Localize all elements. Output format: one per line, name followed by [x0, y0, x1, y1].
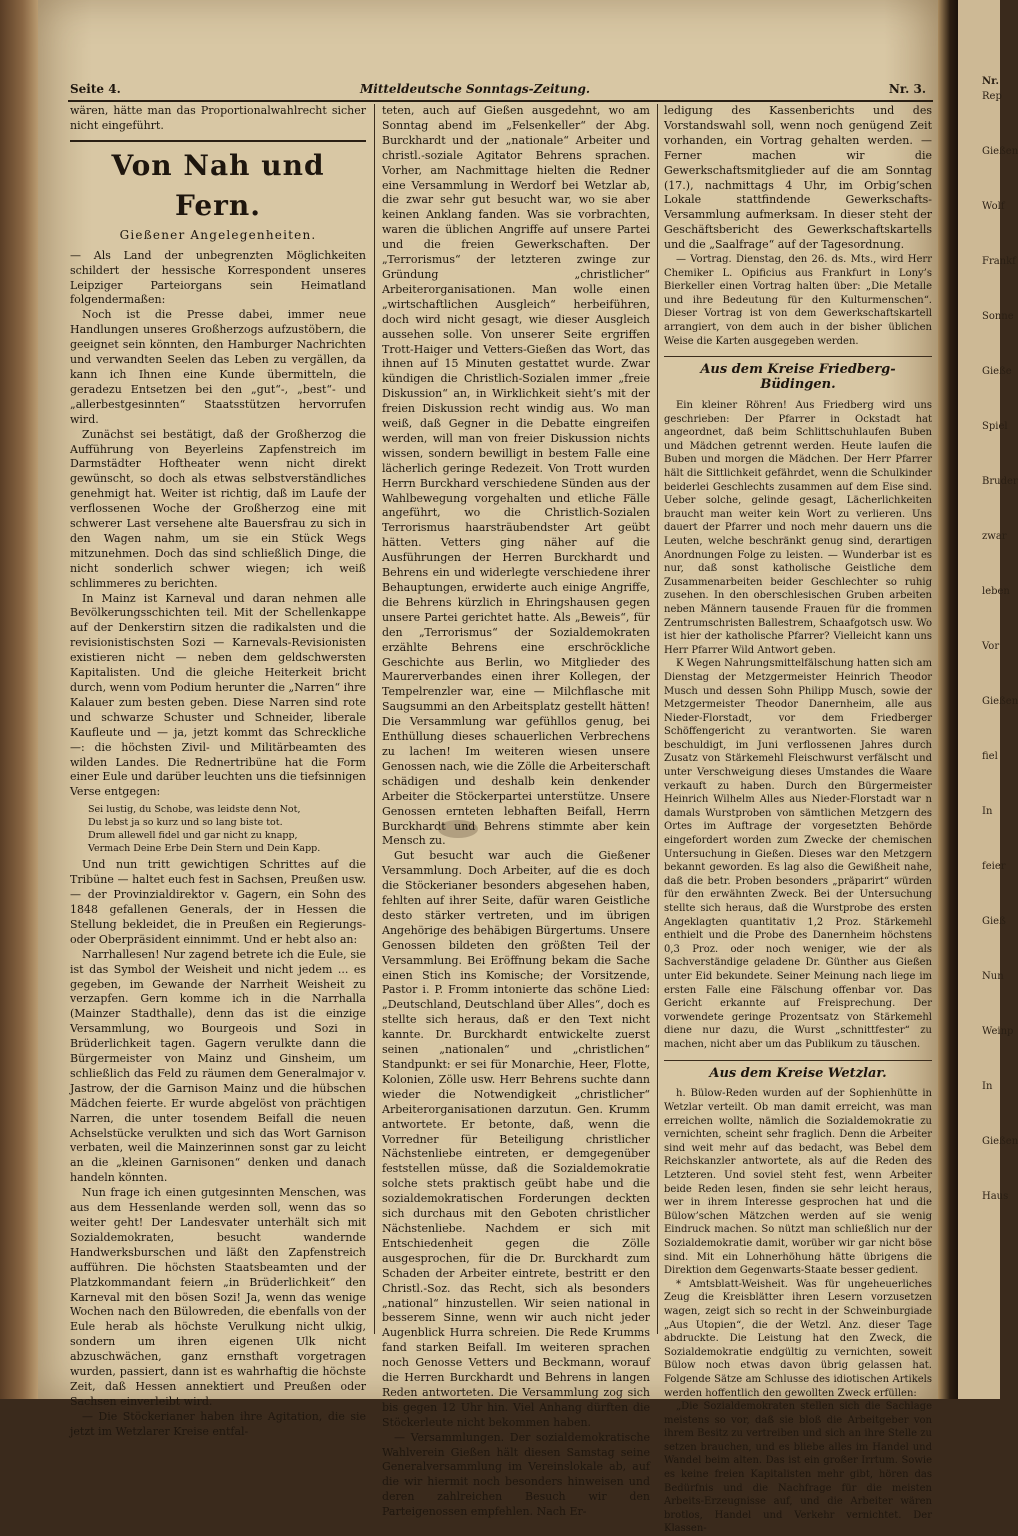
newspaper-title: Mitteldeutsche Sonntags-Zeitung. — [360, 82, 591, 96]
adjacent-line: Spiel — [982, 421, 1008, 432]
article-paragraph: Und nun tritt gewichtigen Schrittes auf die Tribüne — haltet euch fest in Sachsen, Preußen usw. — der Provinzialdirektor v. Gagern, ein Sohn des 1848 gefallenen Generals, der in Hessen die Stellung bekleidet, die in Preußen ein Regierungs- oder Oberpräsident einnimmt. Und er hebt also an: — [70, 858, 366, 946]
article-paragraph: Nun frage ich einen gutgesinnten Menschen, was aus dem Hessenlande werden soll, wenn das so weiter geht! Der Landesvater unterhält sich mit Sozialdemokraten, besucht wandernde Handwerksburschen und läßt den Zapfenstreich aufführen. Die höchsten Staatsbeamten und der Platzkommandant feiern „in Brüderlichkeit“ den Karneval mit den bösen Sozi! Ja, wenn das wenige Wochen nach den Bülowreden, die ebenfalls von der Eule herab als höchste Verulkung nicht ulkig, sondern um ihren eigenen Ulk nicht abzuschwächen, ganz ernsthaft vorgetragen wurden, passiert, dann ist es wahrhaftig die höchste Zeit, daß Hessen annektiert und Preußen oder Sachsen einverleibt wird. — [70, 1186, 366, 1408]
adjacent-page-lines — [958, 89, 1018, 1204]
adjacent-line: In — [982, 1081, 993, 1092]
verse-line: Vermach Deine Erbe Dein Stern und Dein Kapp. — [88, 843, 321, 855]
adjacent-line: Haus — [982, 1191, 1009, 1202]
verse-line: Drum allewell fidel und gar nicht zu knapp, — [88, 830, 298, 842]
column-divider-1 — [374, 104, 375, 1334]
adjacent-line: fiel — [982, 751, 998, 762]
adjacent-line: Rep — [982, 91, 1002, 102]
adjacent-line: Frankf — [982, 256, 1016, 267]
page-number: Seite 4. — [70, 82, 121, 96]
article-paragraph: In Mainz ist Karneval und daran nehmen alle Bevölkerungsschichten teil. Mit der Schellenkappe auf der Denkerstirn sitzen die radikalsten und die revisionistischsten Sozi — Karnevals-Revisionisten existieren nicht — neben dem geldschwersten Kapitalisten. Und die gleiche Heiterkeit bricht durch, wenn vom Podium herunter die „Narren“ ihre Kalauer zum besten geben. Diese Narren sind rote und schwarze Schuster und Schneider, liberale Kaufleute und — ja, jetzt kommt das Schreckliche —: die höchsten Zivil- und Militärbeamten des wilden Landes. Die Rednertribüne hat die Form einer Eule und darüber leuchten uns die tiefsinnigen Verse entgegen: — [70, 591, 366, 799]
header-rule — [68, 100, 933, 102]
article-paragraph: ledigung des Kassenberichts und des Vorstandswahl soll, wenn noch genügend Zeit vorhanden, ein Vortrag gehalten werden. — Ferner machen wir die Gewerkschaftsmitglieder auf die am Sonntag (17.), nachmittags 4 Uhr, im Orbig’schen Lokale stattfindende Gewerkschafts-Versammlung aufmerksam. In dieser steht der Geschäftsbericht des Gewerkschaftskartells und die „Saalfrage“ auf der Tagesordnung. — [664, 104, 932, 252]
article-paragraph: h. Bülow-Reden wurden auf der Sophienhütte in Wetzlar verteilt. Ob man damit erreicht, was man erreichen wollte, nämlich die Sozialdemokratie zu vernichten, scheint sehr fraglich. Denn die Arbeiter sind weit mehr auf das bedacht, was Bebel dem Reichskanzler antwortete, als auf die Reden des Letzteren. Und soviel steht fest, wenn Arbeiter beide Reden lesen, finden sie sehr leicht heraus, wer in ihrem Interesse gesprochen hat und die Bülow’schen Mätzchen werden auf sie wenig Eindruck machen. So nützt man schließlich nur der Sozialdemokratie damit, worüber wir gar nicht böse sind. Mit ein Lohnerhöhung hätte übrigens die Direktion dem Gegenwarts-Staate besser gedient. — [664, 1088, 932, 1277]
region-heading: Aus dem Kreise Friedberg-Büdingen. — [664, 356, 932, 393]
article-paragraph: * Amtsblatt-Weisheit. Was für ungeheuerliches Zeug die Kreisblätter ihren Lesern vorzusetzen wagen, zeigt sich so recht in der Schweinburgiade „Aus Utopien“, die der Wetzl. Anz. dieser Tage abdruckte. Die Leistung hat den Zweck, die Sozialdemokratie endgültig zu vernichten, soweit Bülow noch etwas davon übrig gelassen hat. Folgende Sätze am Schlusse des idiotischen Artikels werden hoffentlich den gewollten Zweck erfüllen: — [664, 1278, 932, 1399]
article-paragraph: Gut besucht war auch die Gießener Versammlung. Doch Arbeiter, auf die es doch die Stöckerianer besonders abgesehen haben, fehlten auf ihrer Seite, dafür waren Geistliche desto stärker vertreten, und im übrigen Angehörige des behäbigen Bürgertums. Unsere Genossen bildeten den größten Teil der Versammlung. Bei Eröffnung bekam die Sache einen Stich ins Komische; der Vorsitzende, Pastor i. P. Fromm intonierte das schöne Lied: „Deutschland, Deutschland über Alles“, doch es stellte sich heraus, daß er den Text nicht kannte. Dr. Burckhardt entwickelte zuerst seinen „nationalen“ und „christlichen“ Standpunkt: er sei für Monarchie, Heer, Flotte, Kolonien, Zölle usw. Herr Behrens suchte dann wieder die Notwendigkeit „christlicher“ Arbeiterorganisationen darzutun. Gen. Krumm antwortete. Er betonte, daß, wenn die Vorredner für Beteiligung christlicher Nächstenliebe eintreten, er demgegenüber feststellen müsse, daß die Sozialdemokratie solche stets praktisch geübt habe und die sozialdemokratischen Forderungen deckten sich durchaus mit den Geboten christlicher Nächstenliebe. Nachdem er sich mit Entschiedenheit gegen die Zölle ausgesprochen, für die Dr. Burckhardt zum Schaden der Arbeiter eintrete, bestritt er den Christl.-Soz. das Recht, sich als besonders „national“ hinzustellen. Wir seien national in besserem Sinne, wenn wir auch nicht jeder Augenblick Hurra schreien. Die Rede Krumms fand starken Beifall. Im weiteren sprachen noch Genosse Vetters und Beckmann, worauf die Herren Burckhardt und Behrens in langen Reden antworteten. Die Versammlung zog sich bis gegen 12 Uhr hin. Viel Anhang dürften die Stöckerleute nicht bekommen haben. — [382, 849, 650, 1429]
adjacent-line: Gießen — [982, 146, 1018, 157]
verse-line: Du lebst ja so kurz und so lang bistе tot. — [88, 817, 283, 829]
column-1 — [70, 104, 366, 1438]
issue-number: Nr. 3. — [888, 82, 926, 96]
region-heading: Aus dem Kreise Wetzlar. — [664, 1060, 932, 1082]
article-paragraph: Ein kleiner Röhren! Aus Friedberg wird uns geschrieben: Der Pfarrer in Ockstadt hat angeordnet, daß beim Schlittschuhlaufen Buben und Mädchen getrennt werden. Heute laufen die Buben und morgen die Mädchen. Der Herr Pfarrer hält die Sittlichkeit gefährdet, wenn die Schulkinder beiderlei Geschlechts zusammen auf dem Eise sind. Ueber solche, gelinde gesagt, Lächerlichkeiten braucht man weiter kein Wort zu verlieren. Uns dauert der Pfarrer und noch mehr dauern uns die Leuten, welche beschränkt genug sind, derartigen Anordnungen Folge zu leisten. — Wunderbar ist es nur, daß sonst katholische Geistliche dem Zusammenarbeiten beider Geschlechter so ruhig zusehen. In den oberschlesischen Gruben arbeiten neben Männern tausende Frauen für die frommen Zentrumschristen Ballestrem, Schaafgotsch usw. Wo ist hier der katholische Pfarrer? Vielleicht kann uns Herr Pfarrer Wild Antwort geben. — [664, 400, 932, 656]
section-title: Von Nah und Fern. — [70, 140, 366, 226]
column-2 — [382, 104, 650, 1519]
adjacent-line: Bruder — [982, 476, 1018, 487]
article-paragraph: teten, auch auf Gießen ausgedehnt, wo am Sonntag abend im „Felsenkeller“ der Abg. Burckhardt und der „nationale“ Arbeiter und christl.-soziale Agitator Behrens sprachen. Vorher, am Nachmittage hielten die Redner eine Versammlung in Werdorf bei Wetzlar ab, die zwar sehr gut besucht war, wo sie aber keinen Anklang fanden. Was sie vorbrachten, waren die üblichen Angriffe auf unsere Partei und die freien Gewerkschaften. Der „Terrorismus“ der letzteren zwinge zur Gründung „christlicher“ Arbeiterorganisationen. Man wolle einen „wirtschaftlichen Ausgleich“ herbeiführen, doch wird nicht gesagt, wie dieser Ausgleich aussehen solle. Von unserer Seite ergriffen Trott-Haiger und Vetters-Gießen das Wort, das ihnen auf 15 Minuten gestattet wurde. Zwar kündigen die Christlich-Sozialen immer „freie Diskussion“ an, in Wirklichkeit sieht’s mit der freien Diskussion recht windig aus. Wo man weiß, daß Gegner in die Debatte eingreifen werden, will man von freier Diskussion nichts wissen, sondern bewilligt in bestem Falle eine lächerlich geringe Redezeit. Von Trott wurden Herrn Burckhard verschiedene Sünden aus der Wahlbewegung vorgehalten und etliche Fälle angeführt, wo die Christlich-Sozialen Terrorismus haarsträubendster Art geübt hätten. Vetters ging näher auf die Ausführungen der Herren Burckhardt und Behrens ein und widerlegte verschiedene ihrer Behauptungen, erwiderte auch einige Angriffe, die Behrens kürzlich in Ehringshausen gegen unsere Partei gerichtet hatte. Als „Beweis“, für den „Terrorismus“ der Sozialdemokraten erzählte Behrens eine erschröckliche Geschichte aus Berlin, wo Mitglieder des Maurerverbandes einen ihrer Kollegen, der Tempelrenzler war, eine — Milchflasche mit Saugsummi an den Arbeitsplatz gestellt hätten! Die Versammlung war gefühllos genug, bei Enthüllung dieses schauerlichen Verbrechens zu lachen! Im weiteren wiesen unsere Genossen nach, wie die Zölle die Arbeiterschaft schädigen und deshalb kein denkender Arbeiter die Stöckerpartei unterstütze. Unsere Genossen ernteten lebhaften Beifall, Herrn Burckhardt und Behrens stimmte aber kein Mensch zu. — [382, 104, 650, 848]
page-header — [70, 82, 932, 98]
column-3 — [664, 104, 932, 1535]
intro-paragraph: wären, hätte man das Proportionalwahlrecht sicher nicht eingeführt. — [70, 104, 366, 132]
article-paragraph: — Als Land der unbegrenzten Möglichkeiten schildert der hessische Korrespondent unseres Leipziger Parteiorgans sein Heimatland folgendermaßen: — [70, 248, 366, 307]
article-paragraph: K Wegen Nahrungsmittelfälschung hatten sich am Dienstag der Metzgermeister Heinrich Theodor Musch und dessen Sohn Philipp Musch, sowie der Metzgermeister Theodor Danernheim, alle aus Nieder-Florstadt, vor dem Friedberger Schöffengericht zu verantworten. Sie waren beschuldigt, im Juni verflossenen Jahres durch Zusatz von Stärkemehl Fleischwurst verfälscht und unter Verschweigung dieses Umstandes die Waare verkauft zu haben. Durch den Bürgermeister Heinrich Wilhelm Alles aus Nieder-Florstadt war n damals Wurstproben von sämtlichen Metzgern des Ortes im Auftrage der vorgesetzten Behörde eingefordert worden zum Zwecke der chemischen Untersuchung in Gießen. Dieses war den Metzgern bekannt geworden. Es lag also die Gewißheit nahe, daß die betr. Proben besonders „präparirt“ würden für den erwähnten Zweck. Bei der Untersuchung stellte sich heraus, daß die Wurstprobe des ersten Angeklagten quantitativ 1,2 Proz. Stärkemehl enthielt und die Probe des Danernheim höchstens 0,3 Proz. oder noch weniger, wie der als Sachverständige geladene Dr. Günther aus Gießen unter Eid bekundete. Seiner Meinung nach liege im ersten Falle eine Fälschung offenbar vor. Das Gericht erkannte auf Freisprechung. Der vorwendete geringe Prozentsatz von Stärkemehl diene nur dazu, die Wurst „schnittfester“ zu machen, nicht aber um das Publikum zu täuschen. — [664, 658, 932, 1050]
adjacent-header: Nr. — [982, 76, 999, 87]
adjacent-page-fragment — [958, 0, 1018, 1399]
article-paragraph: — Die Stöckerianer haben ihre Agitation, die sie jetzt im Wetzlarer Kreise entfal- — [70, 1409, 366, 1438]
article-paragraph: Noch ist die Presse dabei, immer neue Handlungen unseres Großherzogs aufzustöbern, die geeignet sein könnten, den Hamburger Nachrichten und verwandten Seelen das Leben zu vergällen, da kann ich Ihnen eine Kunde übermitteln, die geradezu Entsetzen bei den „gut“-, „best“- und „allerbestgesinnten“ Staatsstützen hervorrufen wird. — [70, 308, 366, 426]
article-paragraph: Zunächst sei bestätigt, daß der Großherzog die Aufführung von Beyerleins Zapfenstreich im Darmstädter Hoftheater wenn nicht direkt gewünscht, so doch als etwas selbstverständliches genehmigt hat. Weiter ist richtig, daß im Laufe der verflossenen Woche der Großherzog eine mit schwerer Last versehene alte Bauersfrau zu sich in den Wagen nahm, um sie ein Stück Wegs mitzunehmen. Doch das sind schließlich Dinge, die nicht sonderlich schwer wiegen; ich weiß schlimmeres zu berichten. — [70, 427, 366, 590]
book-binding-edge — [0, 0, 38, 1399]
adjacent-line: Weinp — [982, 1026, 1014, 1037]
adjacent-line: Gieße — [982, 366, 1012, 377]
adjacent-line: leben — [982, 586, 1010, 597]
article-paragraph: — Versammlungen. Der sozialdemokratische Wahlverein Gießen hält diesen Samstag seine Generalversammlung im Vereinslokale ab, auf die wir hiermit noch besonders hinweisen und deren zahlreichen Besuch wir den Parteigenossen empfehlen. Nach Er- — [382, 1430, 650, 1519]
column-divider-2 — [657, 104, 658, 1334]
adjacent-line: Sonne — [982, 311, 1014, 322]
adjacent-line: Nun — [982, 971, 1004, 982]
book-gutter — [938, 0, 958, 1399]
adjacent-line: Gießen — [982, 1136, 1018, 1147]
article-paragraph: — Vortrag. Dienstag, den 26. ds. Mts., wird Herr Chemiker L. Opificius aus Frankfurt in Lony’s Bierkeller einen Vortrag halten über: „Die Metalle und ihre Bedeutung für den Kulturmenschen“. Dieser Vortrag ist von dem Gewerkschaftskartell arrangiert, von dem auch in der bisher üblichen Weise die Karten ausgegeben werden. — [664, 254, 932, 347]
adjacent-line: Gießen — [982, 696, 1018, 707]
adjacent-line: Wolf — [982, 201, 1005, 212]
verse-block — [70, 803, 366, 855]
adjacent-line: In — [982, 806, 993, 817]
section-subtitle: Gießener Angelegenheiten. — [119, 227, 317, 242]
article-paragraph: Narrhallesen! Nur zagend betrete ich die Eule, sie ist das Symbol der Weisheit und nicht jedem ... es gegeben, im Gewande der Narrheit Weisheit zu verzapfen. Gern komme ich in die Narrhalla (Mainzer Stadthalle), denn das ist die einzige Versammlung, wo Bourgeois und Sozi in Brüderlichkeit tagen. Gagern verulkte dann die Bürgermeister von Mainz und Ginsheim, um schließlich das Feld zu räumen dem Generalmajor v. Jastrow, der die Garnison Mainz und die hübschen Mädchen feierte. Er wurde abgelöst von prächtigen Narren, die unter tosendem Beifall die neuen Achselstücke verulkten und sich das Wort Garnison verbaten, weil die Mainzerinnen sonst gar zu leicht an die „kleinen Garnisonen“ denken und danach handeln könnten. — [70, 947, 366, 1185]
verse-line: Sei lustig, du Schobe, was leidste denn Not, — [88, 804, 301, 816]
adjacent-line: Gieß — [982, 916, 1006, 927]
adjacent-line: Vor — [982, 641, 1000, 652]
adjacent-line: feier — [982, 861, 1006, 872]
adjacent-line: zwar — [982, 531, 1007, 542]
quoted-paragraph: „Die Sozialdemokraten stellen sich die Sachlage meistens so vor, daß sie bloß die Arbeitgeber von ihrem Besitz zu vertreiben und sich an ihre Stelle zu setzen brauchen, und es bliebe alles im Handel und Wandel beim alten. Das ist ein großer Irrtum. Sowie es keine freien Kapitalisten mehr gibt, hören das Bedürfnis und die Nachfrage für die meisten Arbeits-Erzeugnisse auf, und die Arbeiter wären brotlos, Handel und Verkehr vernichtet. Der Klassen- — [664, 1401, 932, 1535]
